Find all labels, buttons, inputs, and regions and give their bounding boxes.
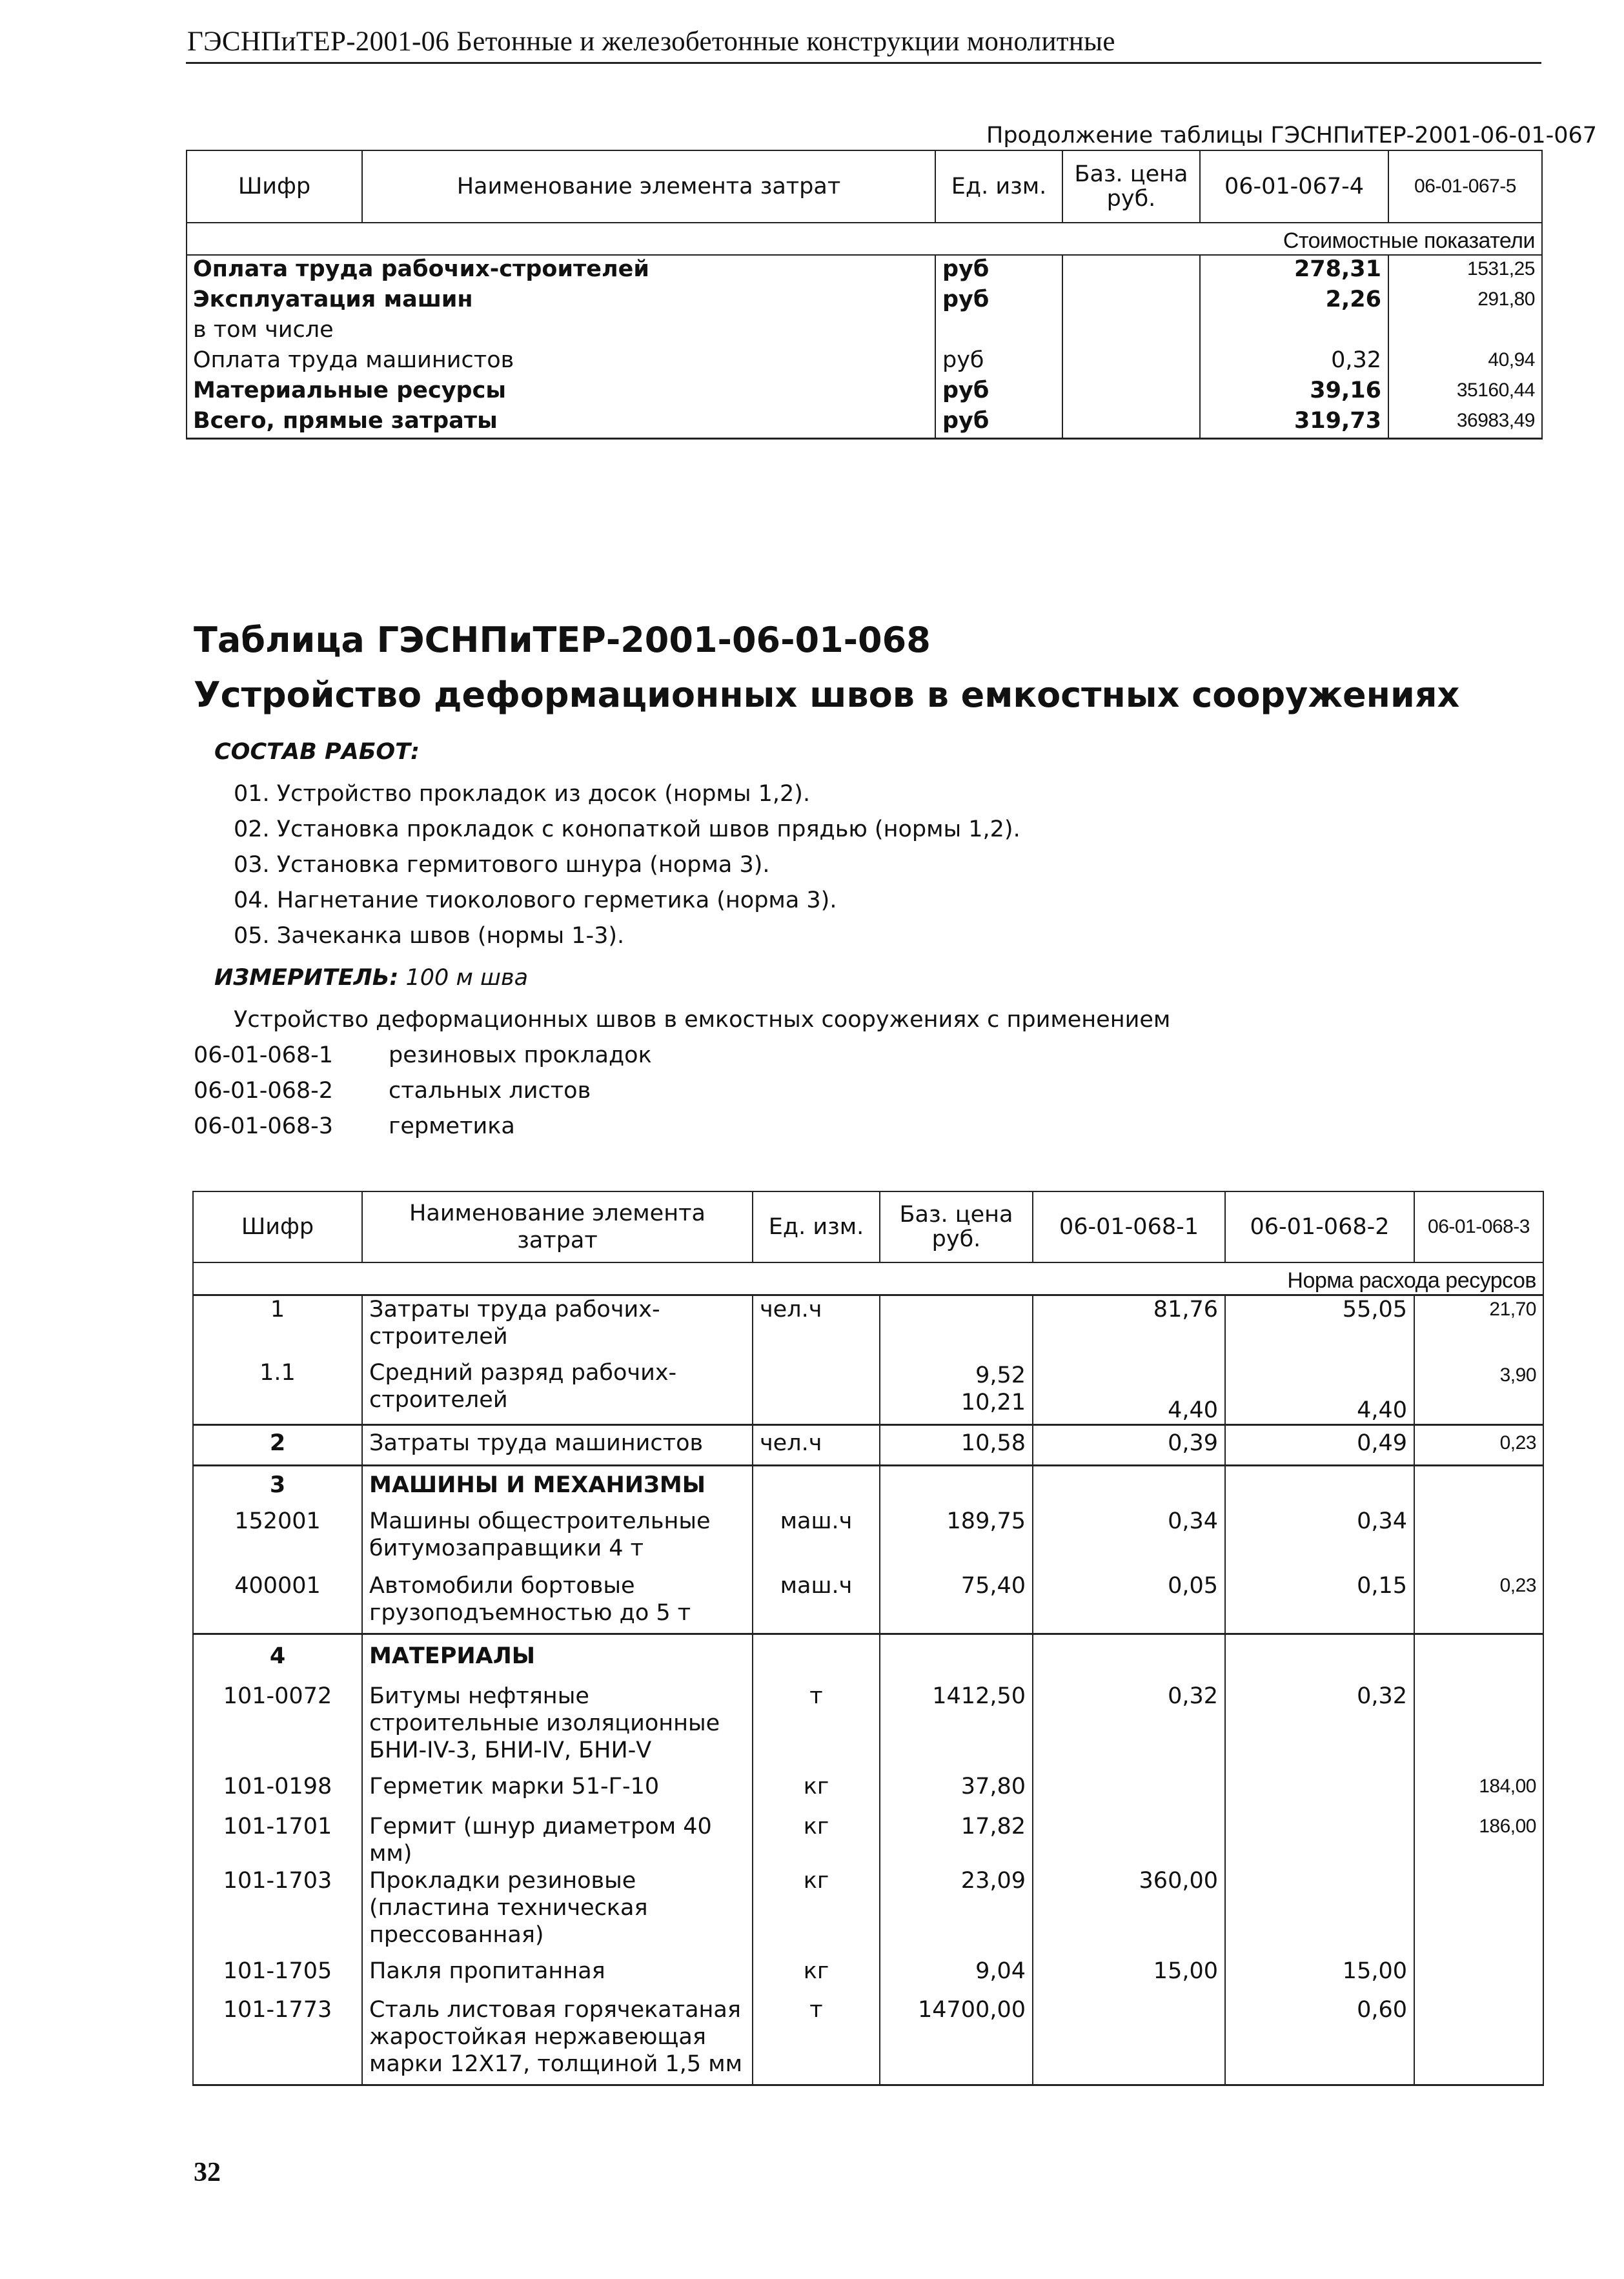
table-row-name: Оплата труда машинистов	[193, 347, 514, 373]
table-row-value: 1531,25	[1388, 255, 1542, 286]
work-item: 03. Установка гермитового шнура (норма 3).	[234, 852, 770, 878]
row-value	[1225, 1867, 1414, 1958]
row-unit: кг	[753, 1773, 880, 1813]
row-value: 0,15	[1225, 1570, 1414, 1634]
table-row-unit: руб	[935, 347, 1062, 377]
col-header-unit: Ед. изм.	[753, 1191, 880, 1262]
row-value	[1033, 1773, 1225, 1813]
table-row-value: 278,31	[1200, 255, 1388, 286]
row-value	[1414, 1867, 1543, 1958]
row-name: Сталь листовая горячекатаная жаростойкая нержавеющая марки 12Х17, толщиной 1,5 мм	[362, 1996, 753, 2085]
row-unit: чел.ч	[753, 1425, 880, 1466]
row-value	[1225, 1773, 1414, 1813]
row-value: 0,49	[1225, 1425, 1414, 1466]
row-value	[1033, 1996, 1225, 2085]
works-label: СОСТАВ РАБОТ:	[214, 739, 420, 765]
row-name: Средний разряд рабочих-строителей	[362, 1354, 753, 1425]
row-unit: чел.ч	[753, 1295, 880, 1355]
table-subtitle: Устройство деформационных швов в емкостных сооружениях	[194, 674, 1460, 715]
table-row-value: 36983,49	[1388, 407, 1542, 439]
row-value: 0,32	[1225, 1683, 1414, 1773]
table-row-value: 291,80	[1388, 286, 1542, 316]
row-value: 3,90	[1414, 1354, 1543, 1425]
row-value: 0,34	[1033, 1508, 1225, 1570]
row-price: 14700,00	[880, 1996, 1033, 2085]
row-price: 189,75	[880, 1508, 1033, 1570]
work-item: 04. Нагнетание тиоколового герметика (норма 3).	[234, 887, 837, 913]
row-value: 81,76	[1033, 1295, 1225, 1355]
col-header-068-2: 06-01-068-2	[1225, 1191, 1414, 1262]
row-unit: т	[753, 1996, 880, 2085]
col-header-068-1: 06-01-068-1	[1033, 1191, 1225, 1262]
table-row-value: 319,73	[1200, 407, 1388, 439]
row-value: 15,00	[1033, 1958, 1225, 1996]
row-value: 360,00	[1033, 1867, 1225, 1958]
row-price: 23,09	[880, 1867, 1033, 1958]
table-row-unit: руб	[935, 377, 1062, 407]
row-value: 21,70	[1414, 1295, 1543, 1355]
row-name: Затраты труда машинистов	[362, 1425, 753, 1466]
col-header-name: Наименование элемента затрат	[362, 150, 935, 223]
row-section-title: МАТЕРИАЛЫ	[362, 1634, 753, 1683]
col-header-068-3: 06-01-068-3	[1414, 1191, 1543, 1262]
row-value	[1414, 1508, 1543, 1570]
row-unit: т	[753, 1683, 880, 1773]
work-item: 01. Устройство прокладок из досок (нормы 1,2).	[234, 781, 811, 807]
col-header-code: Шифр	[193, 1191, 362, 1262]
row-code: 4	[193, 1634, 362, 1683]
row-price: 1412,50	[880, 1683, 1033, 1773]
row-name: Герметик марки 51-Г-10	[362, 1773, 753, 1813]
row-code: 101-1703	[193, 1867, 362, 1958]
row-value	[1033, 1813, 1225, 1867]
col-header-067-5: 06-01-067-5	[1388, 150, 1542, 223]
work-item: 02. Установка прокладок с конопаткой швов прядью (нормы 1,2).	[234, 816, 1020, 842]
row-code: 101-1773	[193, 1996, 362, 2085]
col-header-price: Баз. цена руб.	[1062, 150, 1200, 223]
table-description: Устройство деформационных швов в емкостных сооружениях с применением	[234, 1007, 1171, 1033]
measure-label: ИЗМЕРИТЕЛЬ:	[214, 965, 399, 991]
norm-text: стальных листов	[389, 1078, 591, 1104]
row-value	[1414, 1683, 1543, 1773]
row-section-title: МАШИНЫ И МЕХАНИЗМЫ	[362, 1466, 753, 1508]
norm-code: 06-01-068-3	[194, 1113, 334, 1139]
row-value: 0,34	[1225, 1508, 1414, 1570]
row-code: 400001	[193, 1570, 362, 1634]
row-name: Прокладки резиновые (пластина техническая прессованная)	[362, 1867, 753, 1958]
table-row-name: Всего, прямые затраты	[187, 407, 760, 439]
row-unit: кг	[753, 1958, 880, 1996]
row-code: 101-0198	[193, 1773, 362, 1813]
row-code: 1	[193, 1295, 362, 1355]
row-value: 0,23	[1414, 1570, 1543, 1634]
row-value: 4,40	[1033, 1354, 1225, 1425]
row-name: Автомобили бортовые грузоподъемностью до 5 т	[362, 1570, 753, 1634]
col-header-name: Наименование элемента затрат	[362, 1191, 753, 1262]
row-code: 101-0072	[193, 1683, 362, 1773]
table-row-unit: руб	[935, 286, 1062, 316]
norm-text: герметика	[389, 1113, 515, 1139]
table-row-name: Материальные ресурсы	[193, 378, 506, 403]
row-price: 37,80	[880, 1773, 1033, 1813]
col-header-price: Баз. цена руб.	[880, 1191, 1033, 1262]
page-number: 32	[194, 2158, 221, 2187]
row-unit: кг	[753, 1867, 880, 1958]
row-code: 101-1701	[193, 1813, 362, 1867]
table-067-continuation	[186, 150, 1543, 440]
row-value: 0,23	[1414, 1425, 1543, 1466]
row-code: 1.1	[193, 1354, 362, 1425]
table1-caption: Продолжение таблицы ГЭСНПиТЕР-2001-06-01-067	[986, 123, 1598, 148]
row-value	[1414, 1996, 1543, 2085]
row-value: 0,05	[1033, 1570, 1225, 1634]
row-price: 10,58	[880, 1425, 1033, 1466]
row-price: 17,82	[880, 1813, 1033, 1867]
table-row-unit: руб	[935, 407, 1062, 439]
section-label: Стоимостные показатели	[187, 223, 1542, 255]
row-price	[880, 1295, 1033, 1355]
row-code: 152001	[193, 1508, 362, 1570]
table-title: Таблица ГЭСНПиТЕР-2001-06-01-068	[194, 620, 931, 660]
row-code: 2	[193, 1425, 362, 1466]
row-name: Затраты труда рабочих-строителей	[362, 1295, 753, 1355]
measure-value: 100 м шва	[405, 965, 529, 991]
table-row-name: Эксплуатация машин	[193, 287, 473, 312]
row-value: 186,00	[1414, 1813, 1543, 1867]
table-row-unit: руб	[935, 255, 1062, 286]
row-name: Битумы нефтяные строительные изоляционные БНИ-IV-3, БНИ-IV, БНИ-V	[362, 1683, 753, 1773]
row-value: 0,32	[1033, 1683, 1225, 1773]
work-item: 05. Зачеканка швов (нормы 1-3).	[234, 923, 625, 949]
col-header-unit: Ед. изм.	[935, 150, 1062, 223]
table-row-value: 2,26	[1200, 286, 1388, 316]
row-price: 9,52 10,21	[880, 1354, 1033, 1425]
row-price: 9,04	[880, 1958, 1033, 1996]
norm-code: 06-01-068-1	[194, 1042, 334, 1068]
row-value: 184,00	[1414, 1773, 1543, 1813]
row-value: 4,40	[1225, 1354, 1414, 1425]
row-code: 101-1705	[193, 1958, 362, 1996]
table-row-value: 35160,44	[1388, 377, 1542, 407]
row-value: 0,60	[1225, 1996, 1414, 2085]
row-name: Пакля пропитанная	[362, 1958, 753, 1996]
row-value: 15,00	[1225, 1958, 1414, 1996]
row-value: 0,39	[1033, 1425, 1225, 1466]
row-value	[1225, 1813, 1414, 1867]
row-value: 55,05	[1225, 1295, 1414, 1355]
row-code: 3	[193, 1466, 362, 1508]
table-row-value: 0,32	[1200, 347, 1388, 377]
row-value	[1414, 1958, 1543, 1996]
table-row-value: 39,16	[1200, 377, 1388, 407]
table-row-name: в том числе	[193, 317, 334, 343]
row-price: 75,40	[880, 1570, 1033, 1634]
row-name: Машины общестроительные битумозаправщики 4 т	[362, 1508, 753, 1570]
row-unit: маш.ч	[753, 1508, 880, 1570]
section-label: Норма расхода ресурсов	[193, 1262, 1543, 1295]
col-header-067-4: 06-01-067-4	[1200, 150, 1388, 223]
measure-line	[214, 965, 528, 991]
norm-text: резиновых прокладок	[389, 1042, 652, 1068]
table-068-resources	[192, 1191, 1544, 2086]
row-unit: маш.ч	[753, 1570, 880, 1634]
row-name: Гермит (шнур диаметром 40 мм)	[362, 1813, 753, 1867]
table-row-value: 40,94	[1388, 347, 1542, 377]
running-header: ГЭСНПиТЕР-2001-06 Бетонные и железобетонные конструкции монолитные	[187, 26, 1115, 57]
col-header-code: Шифр	[187, 150, 362, 223]
row-unit: кг	[753, 1813, 880, 1867]
norm-code: 06-01-068-2	[194, 1078, 334, 1104]
header-rule	[186, 62, 1541, 64]
table-row-name: Оплата труда рабочих-строителей	[187, 255, 760, 286]
